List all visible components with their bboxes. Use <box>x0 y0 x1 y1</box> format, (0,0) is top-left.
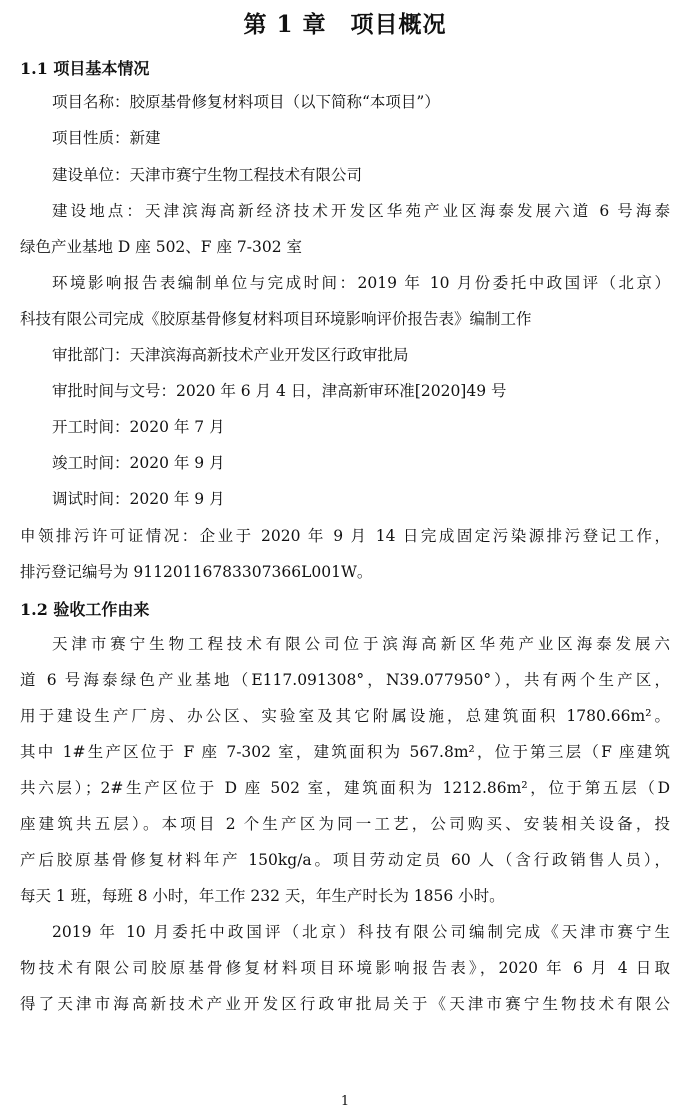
start-time-line: 开工时间：2020 年 7 月 <box>52 418 225 436</box>
construction-unit-line: 建设单位：天津市赛宁生物工程技术有限公司 <box>52 166 363 184</box>
origin-para1-line: 用于建设生产厂房、办公区、实验室及其它附属设施，总建筑面积 1780.66m²。 <box>20 707 670 725</box>
origin-para1-line: 每天 1 班，每班 8 小时，年工作 232 天，年生产时长为 1856 小时。 <box>20 887 505 905</box>
approval-time-line: 审批时间与文号：2020 年 6 月 4 日，津高新审环准[2020]49 号 <box>52 382 507 400</box>
approval-dept-line: 审批部门：天津滨海高新技术产业开发区行政审批局 <box>52 346 409 364</box>
location-line-2: 绿色产业基地 D 座 502、F 座 7-302 室 <box>20 238 303 256</box>
permit-line-1: 申领排污许可证情况：企业于 2020 年 9 月 14 日完成固定污染源排污登记工作， <box>20 527 670 545</box>
eia-line-2: 科技有限公司完成《胶原基骨修复材料项目环境影响评价报告表》编制工作 <box>20 310 532 328</box>
completion-time-line: 竣工时间：2020 年 9 月 <box>52 454 225 472</box>
origin-para1-line: 共六层）；2#生产区位于 D 座 502 室，建筑面积为 1212.86m²，位于第五层（D <box>20 779 670 797</box>
origin-para1-line: 道 6 号海泰绿色产业基地（E117.091308°，N39.077950°），共有两个生产区， <box>20 671 670 689</box>
eia-line-1: 环境影响报告表编制单位与完成时间：2019 年 10 月份委托中政国评（北京） <box>52 274 670 292</box>
project-name-line: 项目名称：胶原基骨修复材料项目（以下简称“本项目”） <box>52 93 440 111</box>
permit-line-2: 排污登记编号为 91120116783307366L001W。 <box>20 563 373 581</box>
location-line-1: 建设地点：天津滨海高新经济技术开发区华苑产业区海泰发展六道 6 号海泰 <box>52 202 670 220</box>
chapter-title: 第 1 章 项目概况 <box>243 11 447 38</box>
origin-para2-line: 2019 年 10 月委托中政国评（北京）科技有限公司编制完成《天津市赛宁生 <box>52 923 670 941</box>
origin-para1-line: 其中 1#生产区位于 F 座 7-302 室，建筑面积为 567.8m²，位于第三层（F 座建筑 <box>20 743 670 761</box>
origin-para2-line: 物技术有限公司胶原基骨修复材料项目环境影响报告表》，2020 年 6 月 4 日取 <box>20 959 670 977</box>
origin-para1-line: 产后胶原基骨修复材料年产 150kg/a。项目劳动定员 60 人（含行政销售人员）， <box>20 851 670 869</box>
origin-para1-line: 天津市赛宁生物工程技术有限公司位于滨海高新区华苑产业区海泰发展六 <box>52 635 670 653</box>
debug-time-line: 调试时间：2020 年 9 月 <box>52 490 225 508</box>
page-number: 1 <box>340 1094 350 1109</box>
project-nature-line: 项目性质：新建 <box>52 129 161 147</box>
section-title-origin: 1.2 验收工作由来 <box>20 600 150 619</box>
origin-para1-line: 座建筑共五层）。本项目 2 个生产区为同一工艺，公司购买、安装相关设备，投 <box>20 815 670 833</box>
origin-para2-line: 得了天津市海高新技术产业开发区行政审批局关于《天津市赛宁生物技术有限公 <box>20 995 670 1013</box>
section-title-basic-info: 1.1 项目基本情况 <box>20 59 150 78</box>
